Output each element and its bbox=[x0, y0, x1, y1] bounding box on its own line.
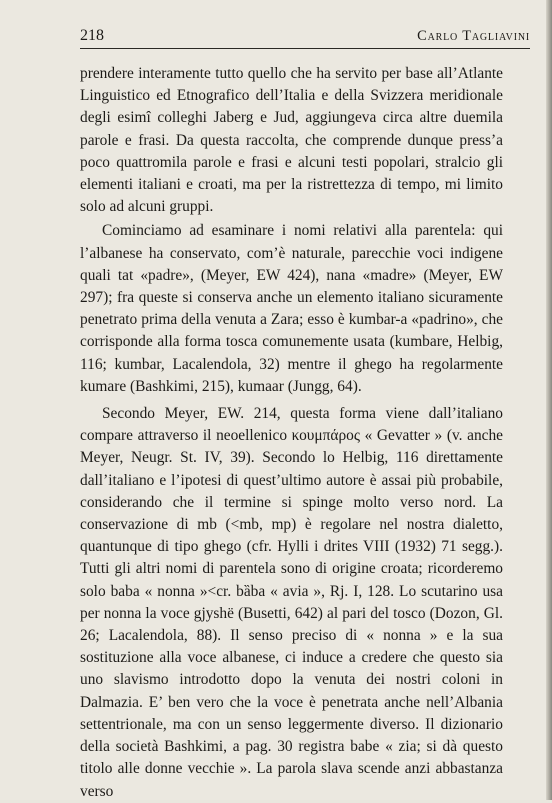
paragraph-3: Secondo Meyer, EW. 214, questa forma viene dall’italiano compare attraverso il neoellenico κουμπάρος « Gevatter » (v. anche Meyer, Neugr. St. IV, 39). Secondo lo Helbig, 116 direttamente dall’italiano e l’ipotesi di quest’ultimo autore è assai più probabile, considerando che il termine si spinge molto verso nord. La conservazione di mb (<mb, mp) è regolare nel nostra dialetto, quantunque di tipo ghego (cfr. Hylli i drites VIII (1932) 71 segg.). Tutti gli altri nomi di parentela sono di origine croata; ricorderemo solo baba « nonna »<cr. bȁba « avia », Rj. I, 128. Lo scutarino usa per nonna la voce gjyshë (Busetti, 642) al pari del tosco (Dozon, Gl. 26; Lacalendola, 88). Il senso preciso di « nonna » e la sua sostituzione alla voce albanese, ci induce a credere che questo sia uno slavismo introdotto dopo la venuta dei nostri coloni in Dalmazia. E’ ben vero che la voce è penetrata anche nell’Albania settentrionale, ma con un senso leggermente diverso. Il dizionario della società Bashkimi, a pag. 30 registra babe « zia; si dà questo titolo alle donne vecchie ». La parola slava scende anzi abbastanza verso bbox=[80, 405, 503, 800]
paragraph-2: Cominciamo ad esaminare i nomi relativi alla parentela: qui l’albanese ha conservato, com’è naturale, parecchie voci indigene quali tat «padre», (Meyer, EW 424), nana «madre» (Meyer, EW 297); fra queste si conserva anche un elemento italiano sicuramente penetrato prima della venuta a Zara; esso è kumbar-a «padrino», che corrisponde alla forma tosca comunemente usata (kumbare, Helbig, 116; kumbar, Lacalendola, 32) mentre il ghego ha regolarmente kumare (Bashkimi, 215), kumaar (Jungg, 64). bbox=[80, 222, 503, 395]
header-rule bbox=[80, 48, 530, 49]
page-edge-shadow bbox=[546, 0, 552, 800]
page-header bbox=[80, 27, 530, 47]
body-text bbox=[80, 63, 503, 803]
running-head: Carlo Tagliavini bbox=[417, 28, 530, 44]
paragraph-1: prendere interamente tutto quello che ha servito per base all’Atlante Linguistico ed Etnografico dell’Italia e della Svizzera meridionale degli esimî colleghi Jaberg e Jud, aggiungeva circa altre duemila parole e frasi. Da questa raccolta, che comprende dunque press’a poco quattromila parole e frasi e alcuni testi popolari, stralcio gli elementi italiani e croati, ma per la ristrettezza di tempo, mi limito solo ad alcuni gruppi. bbox=[80, 65, 503, 216]
page-number: 218 bbox=[80, 27, 104, 44]
